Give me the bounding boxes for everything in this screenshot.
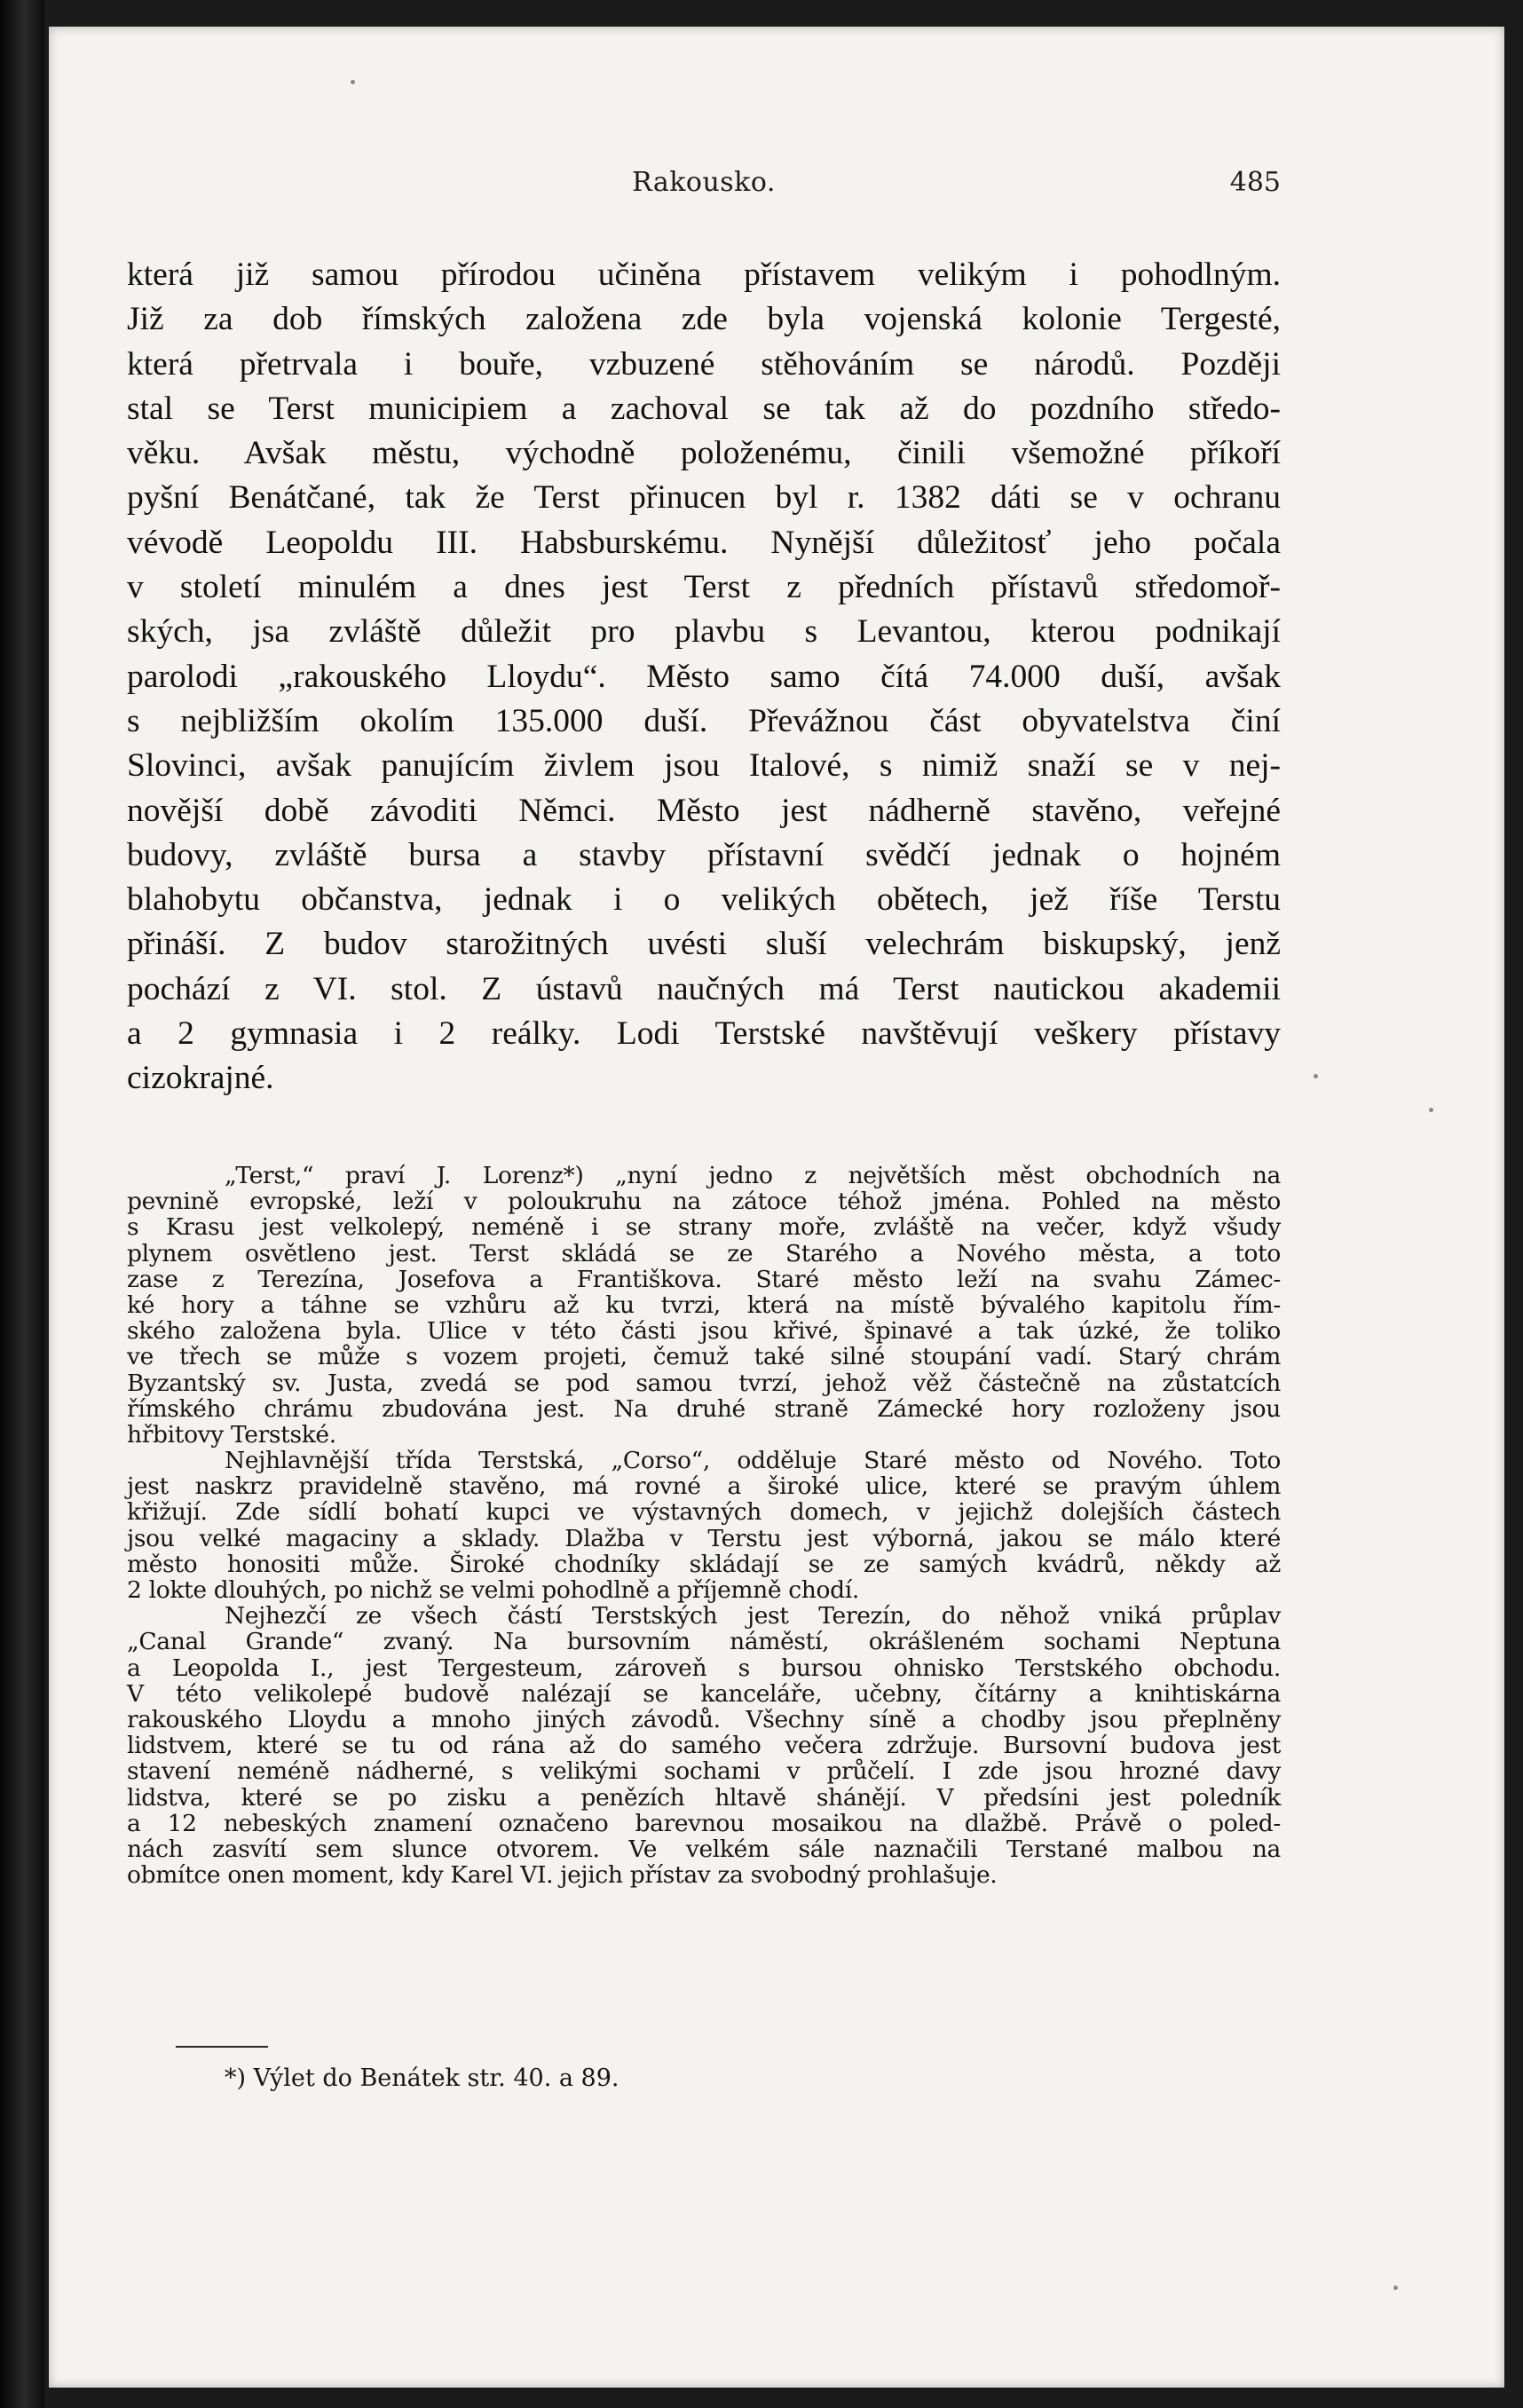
text-line: cizokrajné. [127,1060,274,1097]
quote-line: jsou velké magaciny a sklady. Dlažba v Terstu jest výborná, jakou se málo které [127,1524,1281,1552]
main-text [127,253,1281,1101]
quote-line: V této velikolepé budově nalézají se kanceláře, učebny, čítárny a knihtiskárna [127,1679,1281,1708]
quote-line: obmítce onen moment, kdy Karel VI. jejich přístav za svobodný prohlašuje. [127,1861,998,1890]
quote-line: „Terst,“ praví J. Lorenz*) „nyní jedno z největších měst obchodních na [225,1162,1281,1189]
text-line: přináší. Z budov starožitných uvésti sluší velechrám biskupský, jenž [127,926,1281,963]
quote-line: ve třech se může s vozem projeti, čemuž také silné stoupání vadí. Starý chrám [127,1343,1281,1371]
quote-line: lidstva, které se po zisku a penězích hltavě shánějí. V předsíni jest poledník [127,1783,1281,1812]
quote-line: římského chrámu zbudována jest. Na druhé straně Zámecké hory rozloženy jsou [127,1394,1281,1423]
page-number: 485 [1229,167,1281,198]
quote-line: 2 lokte dlouhých, po nichž se velmi pohodlně a příjemně chodí. [127,1576,859,1604]
quote-line: a Leopolda I., jest Tergesteum, zároveň s bursou ohnisko Terstského obchodu. [127,1654,1281,1682]
quote-line: stavení neméně nádherné, s velikými sochami v průčelí. I zde jsou hrozné davy [127,1757,1281,1786]
text-line: vévodě Leopoldu III. Habsburskému. Nynější důležitosť jeho počala [127,524,1281,561]
quote-line: zase z Terezína, Josefova a Františkova. Staré město leží na svahu Zámec- [127,1265,1281,1293]
text-line: blahobytu občanstva, jednak i o velikých obětech, jež říše Terstu [127,881,1281,919]
quote-line: a 12 nebeských znamení označeno barevnou mosaikou na dlažbě. Právě o poled- [127,1809,1281,1837]
text-line: pyšní Benátčané, tak že Terst přinucen byl r. 1382 dáti se v ochranu [127,479,1281,517]
quote-line: ského založena byla. Ulice v této části jsou křivé, špinavé a tak úzké, že toliko [127,1317,1281,1346]
quote-line: nách zasvítí sem slunce otvorem. Ve velkém sále naznačili Terstané malbou na [127,1835,1281,1863]
quote-line: Byzantský sv. Justa, zvedá se pod samou tvrzí, jehož věž částečně na zůstatcích [127,1369,1281,1397]
text-line: v století minulém a dnes jest Terst z předních přístavů středomoř- [127,569,1281,606]
quote-line: Nejhezčí ze všech částí Terstských jest Terezín, do něhož vniká průplav [225,1602,1281,1630]
page-header [127,158,1281,211]
margin-speck [351,80,355,84]
quote-line: s Krasu jest velkolepý, neméně i se strany moře, zvláště na večer, když všudy [127,1213,1281,1242]
quote-line: ké hory a táhne se vzhůru až ku tvrzi, která na místě bývalého kapitolu řím- [127,1291,1281,1319]
text-line: Již za dob římských založena zde byla vojenská kolonie Tergesté, [127,301,1281,338]
margin-speck [1429,1108,1433,1112]
quote-line: hřbitovy Terstské. [127,1420,336,1449]
running-title: Rakousko. [632,167,776,198]
text-line: parolodi „rakouského Lloydu“. Město samo čítá 74.000 duší, avšak [127,658,1281,695]
scan-binding-edge [0,0,44,2408]
text-line: která přetrvala i bouře, vzbuzené stěhováním se národů. Později [127,345,1281,383]
quote-line: plynem osvětleno jest. Terst skládá se ze Starého a Nového města, a toto [127,1239,1281,1267]
footnote-divider [176,2046,268,2048]
text-line: novější době závoditi Němci. Město jest nádherně stavěno, veřejné [127,792,1281,829]
footnote: *) Výlet do Benátek str. 40. a 89. [225,2065,619,2092]
text-line: s nejbližším okolím 135.000 duší. Převážnou část obyvatelstva činí [127,702,1281,739]
text-line: budovy, zvláště bursa a stavby přístavní svědčí jednak o hojném [127,836,1281,873]
quote-line: jest naskrz pravidelně stavěno, má rovné a široké ulice, které se pravým úhlem [127,1472,1281,1501]
text-line: a 2 gymnasia i 2 reálky. Lodi Terstské navštěvují veškery přístavy [127,1015,1281,1053]
quote-line: Nejhlavnější třída Terstská, „Corso“, odděluje Staré město od Nového. Toto [225,1447,1281,1475]
text-line: Slovinci, avšak panujícím živlem jsou Italové, s nimiž snaží se v nej- [127,747,1281,785]
quote-line: město honositi může. Široké chodníky skládají se ze samých kvádrů, někdy až [127,1550,1281,1578]
quote-line: křižují. Zde sídlí bohatí kupci ve výstavných domech, v jejichž dolejších částech [127,1498,1281,1527]
text-line: ských, jsa zvláště důležit pro plavbu s Levantou, kterou podnikají [127,613,1281,651]
quote-line: pevnině evropské, leží v poloukruhu na zátoce téhož jména. Pohled na město [127,1188,1281,1216]
margin-speck [1393,2286,1398,2290]
quote-line: „Canal Grande“ zvaný. Na bursovním náměstí, okrášleném sochami Neptuna [127,1628,1281,1656]
quote-line: lidstvem, které se tu od rána až do samého večera zdržuje. Bursovní budova jest [127,1732,1281,1760]
margin-speck [1314,1074,1318,1078]
text-line: stal se Terst municipiem a zachoval se tak až do pozdního středo- [127,390,1281,427]
text-line: věku. Avšak městu, východně položenému, činili všemožné příkoří [127,435,1281,472]
quote-line: rakouského Lloydu a mnoho jiných závodů. Všechny síně a chodby jsou přeplněny [127,1705,1281,1733]
text-line: která již samou přírodou učiněna přístavem velikým i pohodlným. [127,257,1281,293]
text-line: pochází z VI. stol. Z ústavů naučných má Terst nautickou akademii [127,970,1281,1007]
quoted-passage [127,1163,1281,1888]
